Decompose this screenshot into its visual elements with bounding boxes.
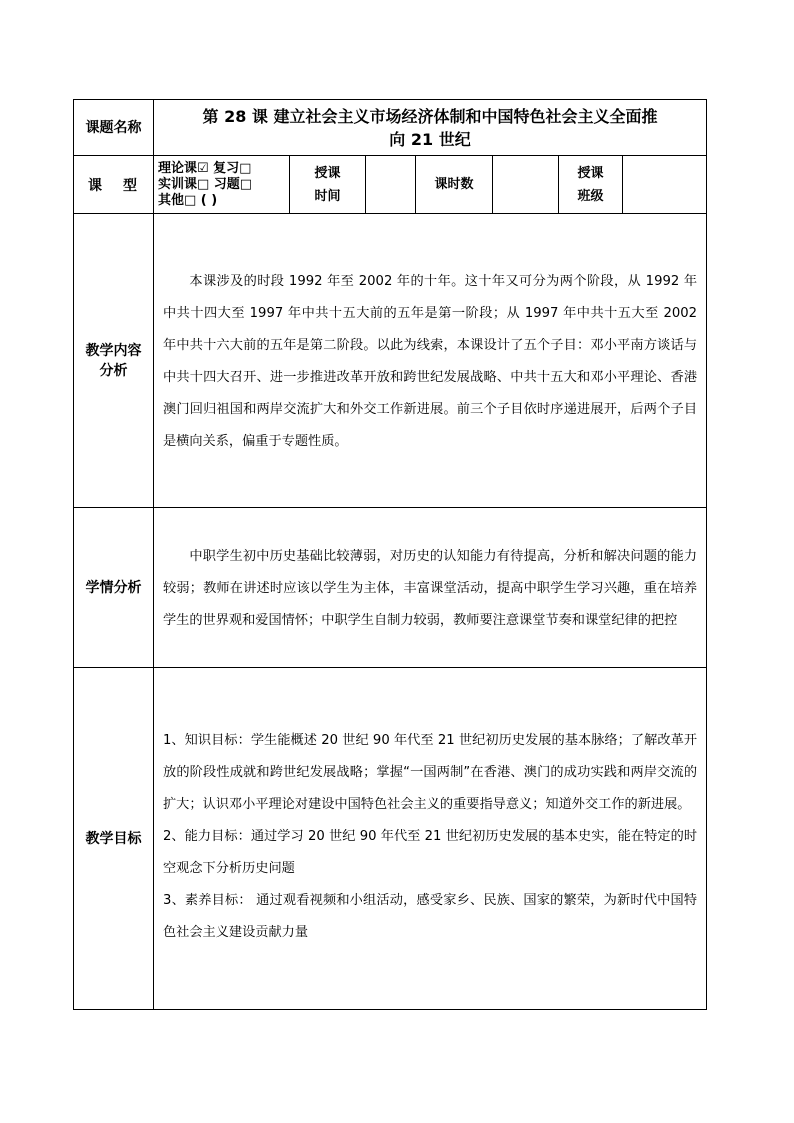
content-text-cell — [154, 214, 707, 508]
learner-analysis-label: 学情分析 — [85, 579, 142, 596]
time-value-cell — [366, 156, 416, 214]
time-label-cell — [290, 156, 366, 214]
type-label-char-2: 型 — [123, 177, 137, 194]
learner-text-cell — [154, 508, 707, 668]
content-analysis-row — [74, 214, 707, 508]
learner-label-cell — [74, 508, 154, 668]
class-label — [559, 162, 622, 208]
title-value-cell — [154, 100, 707, 156]
learner-paragraph: 中职学生初中历史基础比较薄弱，对历史的认知能力有待提高，分析和解决问题的能力较弱；教师在讲述时应该以学生为主体，丰富课堂活动，提高中职学生学习兴趣，重在培养学生的世界观和爱国情怀；中职学生自制力较弱，教师要注意课堂节奏和课堂纪律的把控 — [163, 548, 698, 628]
type-options-cell — [154, 156, 290, 214]
type-label-char-1: 课 — [88, 177, 102, 194]
class-value-cell — [623, 156, 707, 214]
class-label-line-2: 班级 — [577, 188, 604, 204]
teaching-goals-text — [154, 719, 706, 959]
type-option-line-2: 实训课□ 习题□ — [158, 176, 253, 192]
time-label-line-1: 授课 — [314, 165, 341, 181]
hours-label: 课时数 — [434, 177, 474, 192]
goals-label-cell — [74, 668, 154, 1010]
learner-analysis-row — [74, 508, 707, 668]
type-row — [74, 156, 707, 214]
title-label-cell — [74, 100, 154, 156]
teaching-goals-row — [74, 668, 707, 1010]
goal-literacy: 3、素养目标： 通过观看视频和小组活动，感受家乡、民族、国家的繁荣，为新时代中国特色社会主义建设贡献力量 — [163, 892, 698, 940]
type-options — [154, 161, 289, 209]
title-row — [74, 100, 707, 156]
type-option-line-1: 理论课☑ 复习□ — [158, 160, 252, 176]
teaching-goals-label: 教学目标 — [85, 830, 142, 847]
class-label-line-1: 授课 — [577, 165, 604, 181]
time-label-line-2: 时间 — [314, 188, 341, 204]
goals-text-cell — [154, 668, 707, 1010]
lesson-title-line-2: 向 21 世纪 — [389, 130, 471, 149]
learner-analysis-text — [154, 533, 706, 643]
type-label — [74, 175, 153, 195]
content-paragraph: 本课涉及的时段 1992 年至 2002 年的十年。这十年又可分为两个阶段，从 1992 年中共十四大至 1997 年中共十五大前的五年是第一阶段；从 1997 年中共十五大至 2002 年中共十六大前的五年是第二阶段。以此为线索，本课设计了五个子目：邓小平南方谈话与中共十四大召开、进一步推进改革开放和跨世纪发展战略、中共十五大和邓小平理论、香港澳门回归祖国和两岸交流扩大和外交工作新进展。前三个子目依时序递进展开，后两个子目是横向关系，偏重于专题性质。 — [163, 273, 698, 449]
content-analysis-label — [74, 341, 153, 381]
type-label-cell — [74, 156, 154, 214]
time-label — [290, 162, 365, 208]
content-label-line-2: 分析 — [99, 362, 128, 379]
content-analysis-text — [154, 258, 706, 464]
lesson-title-line-1: 第 28 课 建立社会主义市场经济体制和中国特色社会主义全面推 — [202, 107, 658, 126]
content-label-cell — [74, 214, 154, 508]
content-label-line-1: 教学内容 — [85, 342, 142, 359]
goal-ability: 2、能力目标：通过学习 20 世纪 90 年代至 21 世纪初历史发展的基本史实，能在特定的时空观念下分析历史问题 — [163, 828, 698, 876]
class-label-cell — [559, 156, 623, 214]
type-option-line-3: 其他□ ( ) — [158, 192, 218, 208]
title-label: 课题名称 — [85, 119, 142, 136]
hours-label-cell — [416, 156, 493, 214]
lesson-title — [154, 102, 706, 153]
goal-knowledge: 1、知识目标：学生能概述 20 世纪 90 年代至 21 世纪初历史发展的基本脉络；了解改革开放的阶段性成就和跨世纪发展战略；掌握“一国两制”在香港、澳门的成功实践和两岸交流的扩大；认识邓小平理论对建设中国特色社会主义的重要指导意义；知道外交工作的新进展。 — [163, 732, 698, 812]
lesson-plan-table — [73, 99, 707, 1010]
hours-value-cell — [493, 156, 559, 214]
